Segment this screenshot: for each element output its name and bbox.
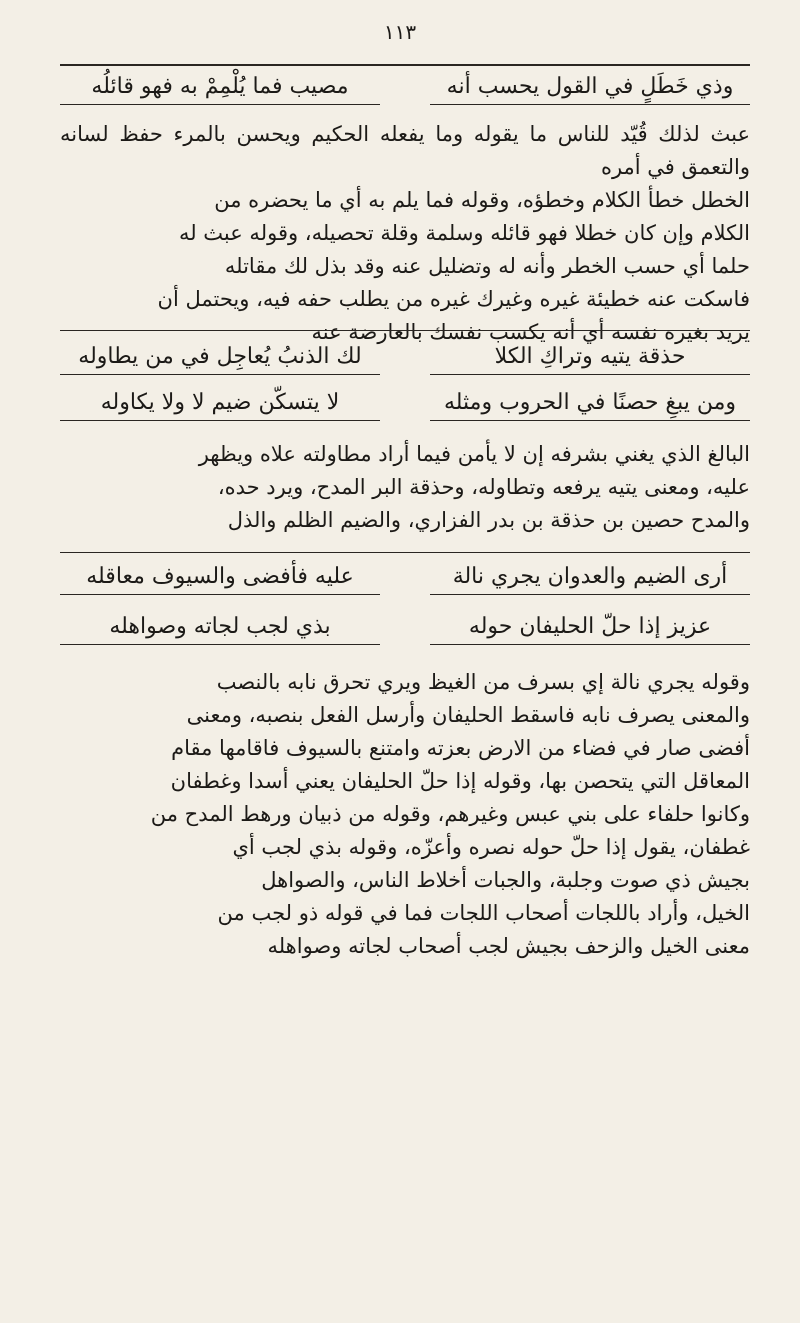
verse-line	[60, 342, 750, 375]
commentary-line: البالغ الذي يغني بشرفه إن لا يأمن فيما أراد مطاولته علاه ويظهر	[198, 442, 750, 466]
commentary-line: عبث لذلك قُيّد للناس ما يقوله وما يفعله الحكيم ويحسن بالمرء حفظ لسانه والتعمق في أمره	[60, 122, 750, 179]
commentary-line: بجيش ذي صوت وجلبة، والجبات أخلاط الناس، والصواهل	[261, 868, 750, 892]
commentary-line: وكانوا حلفاء على بني عبس وغيرهم، وقوله من ذبيان ورهط المدح من	[150, 802, 750, 826]
verse-first-hemistich: حذقة يتيه وتراكِ الكلا	[430, 342, 750, 375]
commentary-line: حلما أي حسب الخطر وأنه له وتضليل عنه وقد بذل لك مقاتله	[224, 254, 750, 278]
verse-first-hemistich: أرى الضيم والعدوان يجري نالة	[430, 562, 750, 595]
commentary-block	[60, 118, 750, 349]
commentary-block	[60, 666, 750, 963]
commentary-line: وقوله يجري نالة إي بسرف من الغيظ ويري تحرق نابه بالنصب	[216, 670, 750, 694]
commentary-line: غطفان، يقول إذا حلّ حوله نصره وأعزّه، وقوله بذي لجب أي	[232, 835, 750, 859]
commentary-line: الخيل، وأراد باللجات أصحاب اللجات فما في قوله ذو لجب من	[217, 901, 750, 925]
verse-line	[60, 72, 750, 105]
verse-first-hemistich: وذي خَطَلٍ في القول يحسب أنه	[430, 72, 750, 105]
header-rule	[60, 64, 750, 66]
section-rule	[60, 552, 750, 553]
verse-first-hemistich: عزيز إذا حلّ الحليفان حوله	[430, 612, 750, 645]
commentary-line: الخطل خطأ الكلام وخطؤه، وقوله فما يلم به أي ما يحضره من	[214, 188, 750, 212]
commentary-line: المعاقل التي يتحصن بها، وقوله إذا حلّ الحليفان يعني أسدا وغطفان	[170, 769, 750, 793]
verse-line	[60, 388, 750, 421]
verse-second-hemistich: لا يتسكّن ضيم لا ولا يكاوله	[60, 388, 380, 421]
commentary-line: يريد بغيره نفسه أي أنه يكسب نفسك بالعارضة عنه	[311, 320, 750, 344]
commentary-line: والمدح حصين بن حذقة بن بدر الفزاري، والضيم الظلم والذل	[227, 508, 750, 532]
commentary-block	[60, 438, 750, 537]
commentary-line: الكلام وإن كان خطلا فهو قائله وسلمة وقلة تحصيله، وقوله عبث له	[178, 221, 750, 245]
commentary-line: فاسكت عنه خطيئة غيره وغيرك غيره من يطلب حفه فيه، ويحتمل أن	[157, 287, 750, 311]
section-rule	[60, 330, 750, 331]
verse-second-hemistich: مصيب فما يُلْمِمْ به فهو قائلُه	[60, 72, 380, 105]
commentary-line: والمعنى يصرف نابه فاسقط الحليفان وأرسل الفعل بنصبه، ومعنى	[186, 703, 750, 727]
verse-second-hemistich: بذي لجب لجاته وصواهله	[60, 612, 380, 645]
verse-line	[60, 612, 750, 645]
commentary-line: أفضى صار في فضاء من الارض بعزته وامتنع بالسيوف فاقامها مقام	[171, 736, 750, 760]
commentary-line: معنى الخيل والزحف بجيش لجب أصحاب لجاته وصواهله	[267, 934, 750, 958]
verse-second-hemistich: عليه فأفضى والسيوف معاقله	[60, 562, 380, 595]
commentary-line: عليه، ومعنى يتيه يرفعه وتطاوله، وحذقة البر المدح، ويرد حده،	[217, 475, 750, 499]
verse-second-hemistich: لك الذنبُ يُعاجِل في من يطاوله	[60, 342, 380, 375]
verse-first-hemistich: ومن يبغِ حصنًا في الحروب ومثله	[430, 388, 750, 421]
verse-line	[60, 562, 750, 595]
page-number: ١١٣	[383, 20, 417, 44]
